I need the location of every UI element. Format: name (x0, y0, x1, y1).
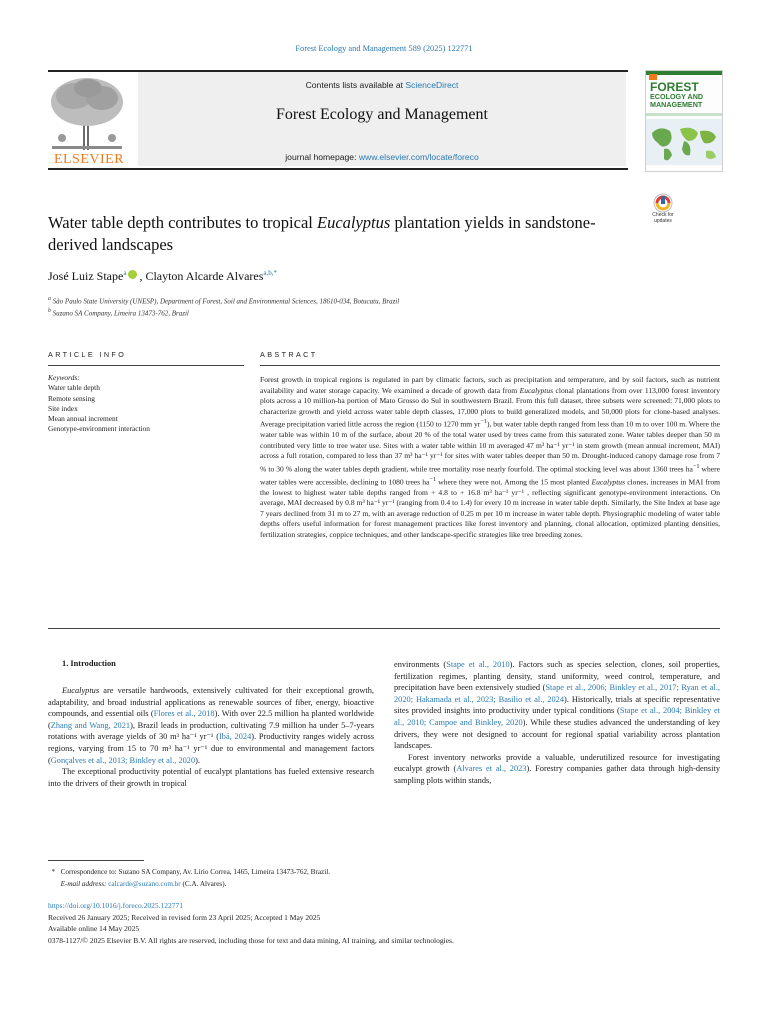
abstract-segment: where water tables were accessible, declining to 1080 trees ha (260, 464, 720, 487)
citation-link[interactable]: Gonçalves et al., 2013; Binkley et al., 2020 (50, 755, 196, 765)
contents-prefix: Contents lists available at (305, 80, 406, 90)
abstract-heading: ABSTRACT (260, 350, 318, 359)
affiliation-b (48, 306, 688, 318)
cover-title-line1: FOREST (650, 80, 699, 94)
abstract-text (260, 375, 720, 540)
author-name[interactable]: José Luiz Stape (48, 269, 124, 283)
author-separator: , (139, 269, 146, 283)
publication-info (48, 900, 720, 946)
elsevier-wordmark: ELSEVIER (53, 152, 125, 167)
intro-text: ). Historically, trials at specific representative sites provided insights into productivity under typical conditions ( (394, 694, 720, 716)
citation-link[interactable]: Stape et al., 2010 (446, 660, 510, 669)
footnote-rule (48, 860, 144, 861)
intro-text: ). (195, 755, 201, 765)
citation-link[interactable]: Ibá, 2024 (219, 732, 252, 742)
citation-link[interactable]: Stape et al., 2006; Binkley et al., 2017; Ryan et al., 2020; Hakamada et al., 2023; Basilio et al., 2024 (394, 683, 720, 704)
check-updates-icon (646, 193, 680, 213)
citation-link[interactable]: Flores et al., 2018 (153, 709, 215, 719)
intro-text: ). With over 22.5 million ha planted worldwide ( (48, 709, 374, 730)
abstract-italic: Eucalyptus (519, 385, 554, 395)
orcid-icon[interactable] (128, 270, 137, 279)
sciencedirect-link[interactable]: ScienceDirect (405, 80, 459, 90)
introduction-heading: 1. Introduction (62, 659, 116, 668)
correspondence-note (48, 867, 708, 879)
journal-title[interactable]: Forest Ecology and Management (276, 106, 488, 123)
article-title (48, 212, 628, 256)
keyword-item: Mean annual increment (48, 414, 118, 424)
author-list (48, 269, 628, 284)
email-link[interactable]: calcarde@suzano.com.br (108, 879, 181, 888)
cover-title-line3: MANAGEMENT (650, 100, 703, 109)
body-column-right (394, 659, 720, 787)
citation-link[interactable]: Stape et al., 2004; Binkley et al., 2010; Campoe and Binkley, 2020 (394, 706, 720, 727)
author-name[interactable]: Clayton Alcarde Alvares (145, 269, 264, 283)
check-updates-line1: Check for (652, 212, 674, 218)
intro-text: are versatile hardwoods, extensively cultivated for their exceptional growth, adaptability, and broad industrial applications as renewable sources of fiber, energy, bioactive compounds, and essential oils ( (48, 686, 374, 719)
affiliation-b-marker: b (48, 308, 51, 315)
intro-paragraph-4 (394, 752, 720, 787)
title-text-2: plantation yields in sandstone-derived landscapes (48, 213, 596, 254)
homepage-line (138, 152, 626, 162)
title-text-1: Water table depth contributes to tropical (48, 213, 317, 232)
intro-text: ). Forestry companies gather data through high-density sampling plots within stands, (394, 764, 720, 785)
keywords-block (48, 373, 244, 435)
footnotes (48, 867, 708, 890)
intro-text: ). Productivity ranges widely across regions, varying from 15 to 70 m³ ha⁻¹ yr⁻¹ due to environmental and management factors ( (48, 732, 374, 765)
abstract-segment: clonal plantations from over 113,000 forest inventory plots across a 10 million-ha portion of Mato Grosso do Sul in southwestern Brazil. From this full dataset, three subsets were screened: 71,000 plots to characterize growth and yield across water table depth classes, 17,000 plots to build generalized models, and 50,000 plots for clone-based analyses. Average precipitation varied little across the region (1150 to 1270 mm yr (260, 385, 721, 429)
citation-link[interactable]: Zhang and Wang, 2021 (50, 720, 131, 730)
abstract-segment: clones, increases in MAI from the lowest to highest water table depths ranged from + 4.8 to + 16.8 m³ ha⁻¹ yr⁻¹ , reflecting significant genotype-environment interactions. On average, MAI decreased by 0.8 m³ ha⁻¹ yr⁻¹ (ranging from 0.4 to 1.4) for every 10 m increase in water table depth. Similarly, the Site Index at base age 7 years declined from 31 m to 27 m, with an average reduction of 0.25 m per 10 m increase in water table depth. Physiographic modeling of water table depths offers useful information for forest management practices like forest inventory and planning, clonal allocation, optimized planting densities, fertilization strategies, coppice techniques, and other landscape-specific strategies like tree breeding zones. (260, 477, 720, 539)
homepage-link[interactable]: www.elsevier.com/locate/foreco (358, 152, 479, 162)
affiliations (48, 294, 688, 319)
keyword-item: Water table depth (48, 383, 100, 393)
cover-divider (646, 113, 722, 116)
affiliation-a (48, 294, 688, 306)
check-updates-line2: updates (654, 217, 672, 224)
correspondence-mark: * (51, 868, 56, 876)
email-note (48, 879, 708, 891)
contents-line (138, 80, 626, 90)
article-info-heading: ARTICLE INFO (48, 350, 127, 359)
abstract-superscript: −1 (692, 462, 700, 470)
email-label: E-mail address: (60, 879, 107, 888)
elsevier-tree-icon (44, 72, 130, 152)
title-italic: Eucalyptus (317, 213, 391, 232)
abstract-segment: where they were not. Among the 15 most planted (436, 477, 592, 487)
copyright-line: 0378-1127/© 2025 Elsevier B.V. All rights are reserved, including those for text and data mining, AI training, and similar technologies. (48, 935, 454, 945)
check-updates-label (646, 213, 680, 224)
doi-link[interactable]: https://doi.org/10.1016/j.foreco.2025.122771 (48, 901, 184, 910)
abstract-bottom-rule (48, 628, 720, 629)
keyword-item: Genotype-environment interaction (48, 424, 150, 434)
cover-title (646, 81, 723, 109)
correspondence-text: Correspondence to: Suzano SA Company, Av. Lírio Correa, 1465, Limeira 13473-762, Brazil. (60, 868, 330, 876)
journal-citation[interactable]: Forest Ecology and Management 589 (2025) 122771 (295, 44, 473, 53)
intro-paragraph-2: The exceptional productivity potential of eucalypt plantations has fueled extensive research into the drivers of their growth in tropical (48, 767, 374, 788)
intro-text: ). While these studies advanced the understanding of key drivers, they were not designed to account for regional spatial variability across plantation landscapes. (394, 717, 720, 751)
header-rule (48, 168, 628, 170)
keyword-item: Remote sensing (48, 393, 96, 403)
intro-text: environments ( (394, 660, 447, 669)
intro-paragraph-3 (394, 659, 720, 752)
intro-text: ). Factors such as species selection, clones, soil properties, fertilization regimes, planting density, stand uniformity, weed control, temperature, and precipitation have been extensively studied ( (394, 660, 720, 693)
affiliation-a-text: São Paulo State University (UNESP), Department of Forest, Soil and Environmental Sciences, 18610-034, Botucatu, Brazil (52, 297, 400, 306)
abstract-superscript: −1 (429, 475, 437, 483)
affiliation-b-text: Suzano SA Company, Limeira 13473-762, Brazil (52, 309, 189, 318)
homepage-prefix: journal homepage: (285, 152, 359, 162)
world-map-icon (646, 119, 722, 165)
intro-italic: Eucalyptus (62, 686, 100, 695)
email-suffix: (C.A. Alvares). (180, 879, 227, 888)
abstract-superscript: −1 (480, 418, 487, 426)
intro-paragraph-1 (48, 685, 374, 766)
keywords-label: Keywords: (48, 373, 80, 382)
received-dates: Received 26 January 2025; Received in revised form 23 April 2025; Accepted 1 May 2025 (48, 912, 321, 922)
affiliation-marker[interactable]: a (123, 269, 127, 277)
abstract-segment: ), but water table depth ranged from less than 10 m to over 100 m. Where the water table was within 10 m of the surface, about 20 % of the total water used by trees came from this saturated zone. Water tables deeper than 50 m contributed very little to tree water use. Sites with a water table within 10 m averaged 47 m³ ha⁻¹ yr⁻¹ in stem growth (mean annual increment, MAI) across a full rotation, compared to less than 37 m³ ha⁻¹ yr⁻¹ for sites with water tables deeper than 50 m. Drought-induced canopy damage rose from 7 % to 30 % along the water tables depth gradient, while tree mortality rose nearly fourfold. The optimal stocking level was about 1360 trees ha (260, 419, 720, 474)
check-for-updates-button[interactable] (646, 193, 680, 229)
available-online: Available online 14 May 2025 (48, 924, 140, 934)
keyword-item: Site index (48, 403, 78, 413)
citation-link[interactable]: Alvares et al., 2023 (456, 764, 527, 774)
cover-title-line2: ECOLOGY AND (650, 92, 704, 101)
journal-cover[interactable] (645, 70, 723, 172)
body-column-left (48, 685, 374, 789)
affiliation-marker[interactable]: a,b,* (263, 269, 278, 277)
affiliation-a-marker: a (48, 296, 51, 302)
intro-text: ), Brazil leads in production, cultivating 7.9 million ha under 5–7-years rotations with average yields of 30 m³ ha⁻¹ yr⁻¹ ( (48, 720, 374, 742)
section-rule (48, 365, 244, 366)
intro-text: Forest inventory networks provide a valuable, underutilized resource for investigating eucalypt growth ( (394, 752, 720, 774)
elsevier-logo[interactable] (44, 72, 130, 168)
abstract-italic: Eucalyptus (591, 477, 626, 487)
abstract-segment: Forest growth in tropical regions is regulated in part by climatic factors, such as precipitation and temperature, and by soil factors, such as nutrient availability and water storage capacity. We examined a decade of growth data from (260, 375, 720, 395)
section-rule (260, 365, 720, 366)
